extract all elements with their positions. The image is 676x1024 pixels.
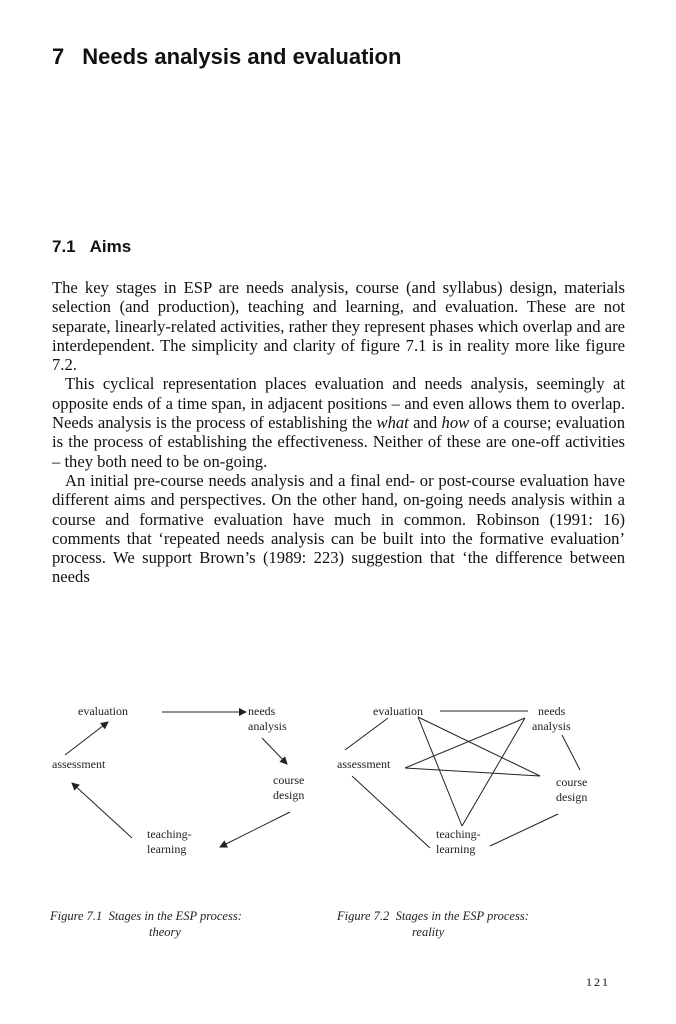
paragraph-2: This cyclical representation places evaluation and needs analysis, seemingly at opposite ends of a time span, in adjacent positions – and even allows them to overlap. Needs analysis is the process of establishing the what and how of a course; evaluation is the process of establishing the effectiveness. Neither of these are one-off activities – they both need to be on-going. [52, 374, 625, 471]
figure-7-2-caption-label: Figure 7.2 [337, 909, 390, 923]
fig1-arrow-teaching-assessment [72, 783, 132, 838]
fig2-line-assessment-design [405, 768, 540, 776]
figure-7-2-caption-text: Stages in the ESP process: [395, 909, 529, 923]
fig1-label-evaluation: evaluation [78, 704, 128, 718]
fig2-line-eval-design [418, 717, 540, 776]
fig2-line-eval-assessment [345, 718, 388, 750]
fig2-line-analysis-course [562, 735, 580, 770]
figure-7-2-caption-desc: reality [412, 925, 445, 939]
fig2-label-analysis: analysis [532, 719, 571, 733]
fig2-line-eval-teaching [418, 717, 462, 826]
fig1-label-learning: learning [147, 842, 187, 856]
fig1-label-analysis: analysis [248, 719, 287, 733]
figure-7-1-caption-text: Stages in the ESP process: [108, 909, 242, 923]
emphasis-how: how [441, 413, 470, 433]
fig1-arrow-design-teaching [220, 812, 290, 847]
page-number: 121 [586, 975, 610, 989]
fig1-label-needs: needs [248, 704, 276, 718]
fig2-label-design: design [556, 790, 588, 804]
figure-7-1-caption [50, 908, 310, 940]
fig2-label-evaluation: evaluation [373, 704, 423, 718]
figure-7-1-caption-label: Figure 7.1 [50, 909, 103, 923]
fig1-arrow-analysis-course [262, 738, 287, 764]
fig2-label-assessment: assessment [337, 757, 391, 771]
figure-7-2-caption [337, 908, 637, 940]
section-title-text: Aims [89, 237, 132, 256]
paragraph-3: An initial pre-course needs analysis and a final end- or post-course evaluation have different aims and perspectives. On the other hand, on-going needs analysis within a course and formative evaluation have much in common. Robinson (1991: 16) comments that ‘repeated needs analysis can be built into the formative evaluation’ process. We support Brown’s (1989: 223) suggestion that ‘the difference between needs [52, 470, 625, 587]
fig1-label-teaching: teaching- [147, 827, 192, 841]
fig2-label-needs: needs [538, 704, 566, 718]
chapter-number: 7 [52, 44, 65, 69]
fig2-label-teaching: teaching- [436, 827, 481, 841]
fig1-label-design: design [273, 788, 305, 802]
fig1-arrow-assessment-eval [65, 722, 108, 755]
fig1-label-course: course [273, 773, 305, 787]
section-number: 7.1 [52, 237, 76, 256]
fig1-label-assessment: assessment [52, 757, 106, 771]
emphasis-what: what [376, 413, 409, 433]
fig2-line-assessment-teaching [352, 776, 430, 848]
fig2-label-learning: learning [436, 842, 476, 856]
fig2-label-course: course [556, 775, 588, 789]
paragraph-1: The key stages in ESP are needs analysis, course (and syllabus) design, materials selection (and production), teaching and learning, and evaluation. These are not separate, linearly-related activities, rather they represent phases which overlap and are interdependent. The simplicity and clarity of figure 7.1 is in reality more like figure 7.2. [52, 278, 625, 375]
fig2-line-design-learning [490, 814, 558, 846]
chapter-title-text: Needs analysis and evaluation [82, 44, 402, 69]
figure-7-1-caption-desc: theory [149, 925, 181, 939]
